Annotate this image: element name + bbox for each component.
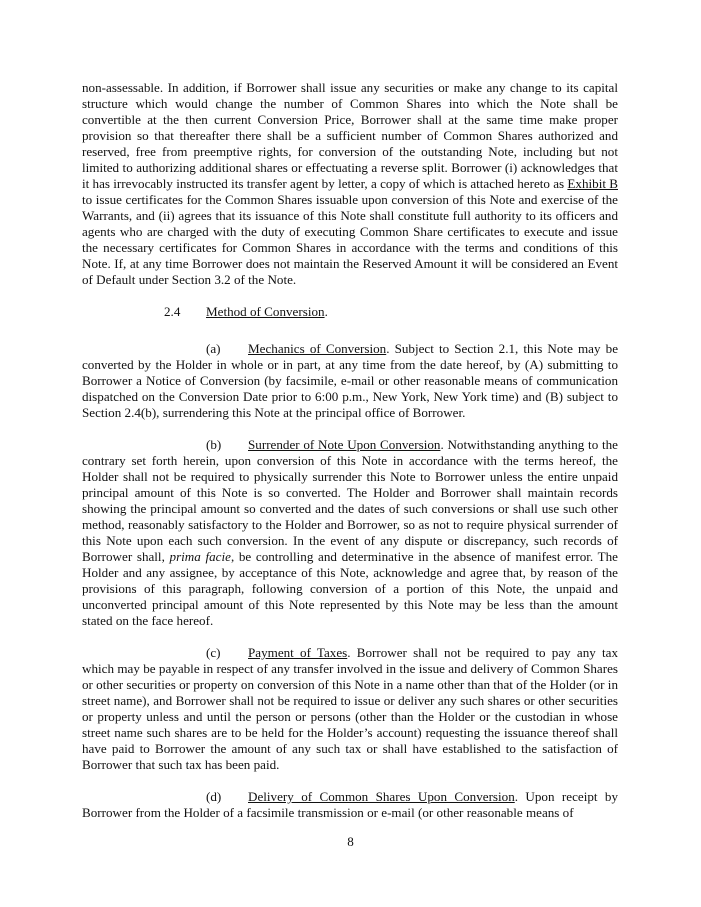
document-body	[82, 80, 618, 821]
section-title: Method of Conversion	[206, 304, 325, 319]
subsection-b	[82, 437, 618, 629]
subsection-c-title: Payment of Taxes	[248, 645, 348, 660]
intro-paragraph	[82, 80, 618, 288]
subsection-a-label: (a)	[206, 341, 221, 356]
section-number: 2.4	[164, 304, 181, 319]
subsection-b-text: . Notwithstanding anything to the contrary set forth herein, upon conversion of this Note in accordance with the terms hereof, the Holder shall not be required to physically surrender this Note to Borrower unless the entire unpaid principal amount of this Note is so converted. The Holder and Borrower shall maintain records showing the principal amount so converted and the dates of such conversions or shall use such other method, reasonably satisfactory to the Holder and Borrower, so as not to require physical surrender of this Note upon each such conversion. In the event of any dispute or discrepancy, such records of Borrower shall,	[82, 437, 618, 564]
subsection-c	[82, 645, 618, 773]
intro-text-continued: to issue certificates for the Common Shares issuable upon conversion of this Note and exercise of the Warrants, and (ii) agrees that its issuance of this Note shall constitute full authority to its officers and agents who are charged with the duty of executing Common Share certificates to execute and issue the necessary certificates for Common Shares in accordance with the terms and conditions of this Note. If, at any time Borrower does not maintain the Reserved Amount it will be considered an Event of Default under Section 3.2 of the Note.	[82, 192, 618, 287]
subsection-a-text: . Subject to Section 2.1, this Note may be converted by the Holder in whole or in part, at any time from the date hereof, by (A) submitting to Borrower a Notice of Conversion (by facsimile, e-mail or other reasonable means of communication dispatched on the Conversion Date prior to 6:00 p.m., New York, New York time) and (B) subject to Section 2.4(b), surrendering this Note at the principal office of Borrower.	[82, 341, 619, 420]
page-number: 8	[347, 834, 354, 849]
section-heading	[82, 304, 618, 320]
subsection-b-text-continued: , be controlling and determinative in the absence of manifest error. The Holder and any assignee, by acceptance of this Note, acknowledge and agree that, by reason of the provisions of this paragraph, following conversion of a portion of this Note, the unpaid and unconverted principal amount of this Note represented by this Note may be less than the amount stated on the face hereof.	[82, 549, 618, 628]
subsection-c-label: (c)	[206, 645, 221, 660]
subsection-b-title: Surrender of Note Upon Conversion	[248, 437, 441, 452]
subsection-d	[82, 789, 618, 821]
subsection-b-label: (b)	[206, 437, 222, 452]
subsection-a	[82, 341, 618, 421]
subsection-d-label: (d)	[206, 789, 222, 804]
subsection-d-text: . Upon receipt by Borrower from the Holder of a facsimile transmission or e-mail (or other reasonable means of	[82, 789, 618, 820]
intro-text: non-assessable. In addition, if Borrower shall issue any securities or make any change to its capital structure which would change the number of Common Shares into which the Note shall be convertible at the then current Conversion Price, Borrower shall at the same time make proper provision so that thereafter there shall be a sufficient number of Common Shares authorized and reserved, free from preemptive rights, for conversion of the outstanding Note, including but not limited to authorizing additional shares or effectuating a reverse split. Borrower (i) acknowledges that it has irrevocably instructed its transfer agent by letter, a copy of which is attached hereto as	[82, 80, 618, 191]
exhibit-b-reference: Exhibit B	[567, 176, 618, 191]
prima-facie-italic: prima facie	[169, 549, 231, 564]
subsection-a-title: Mechanics of Conversion	[248, 341, 387, 356]
subsection-c-text: . Borrower shall not be required to pay any tax which may be payable in respect of any transfer involved in the issue and delivery of Common Shares or other securities or property on conversion of this Note in a name other than that of the Holder (or in street name), and Borrower shall not be required to issue or deliver any such shares or other securities or property unless and until the person or persons (other than the Holder or the custodian in whose street name such shares are to be held for the Holder’s account) requesting the issuance thereof shall have paid to Borrower the amount of any such tax or shall have established to the satisfaction of Borrower that such tax has been paid.	[82, 645, 618, 772]
subsection-d-title: Delivery of Common Shares Upon Conversion	[248, 789, 515, 804]
section-title-period: .	[324, 304, 328, 319]
